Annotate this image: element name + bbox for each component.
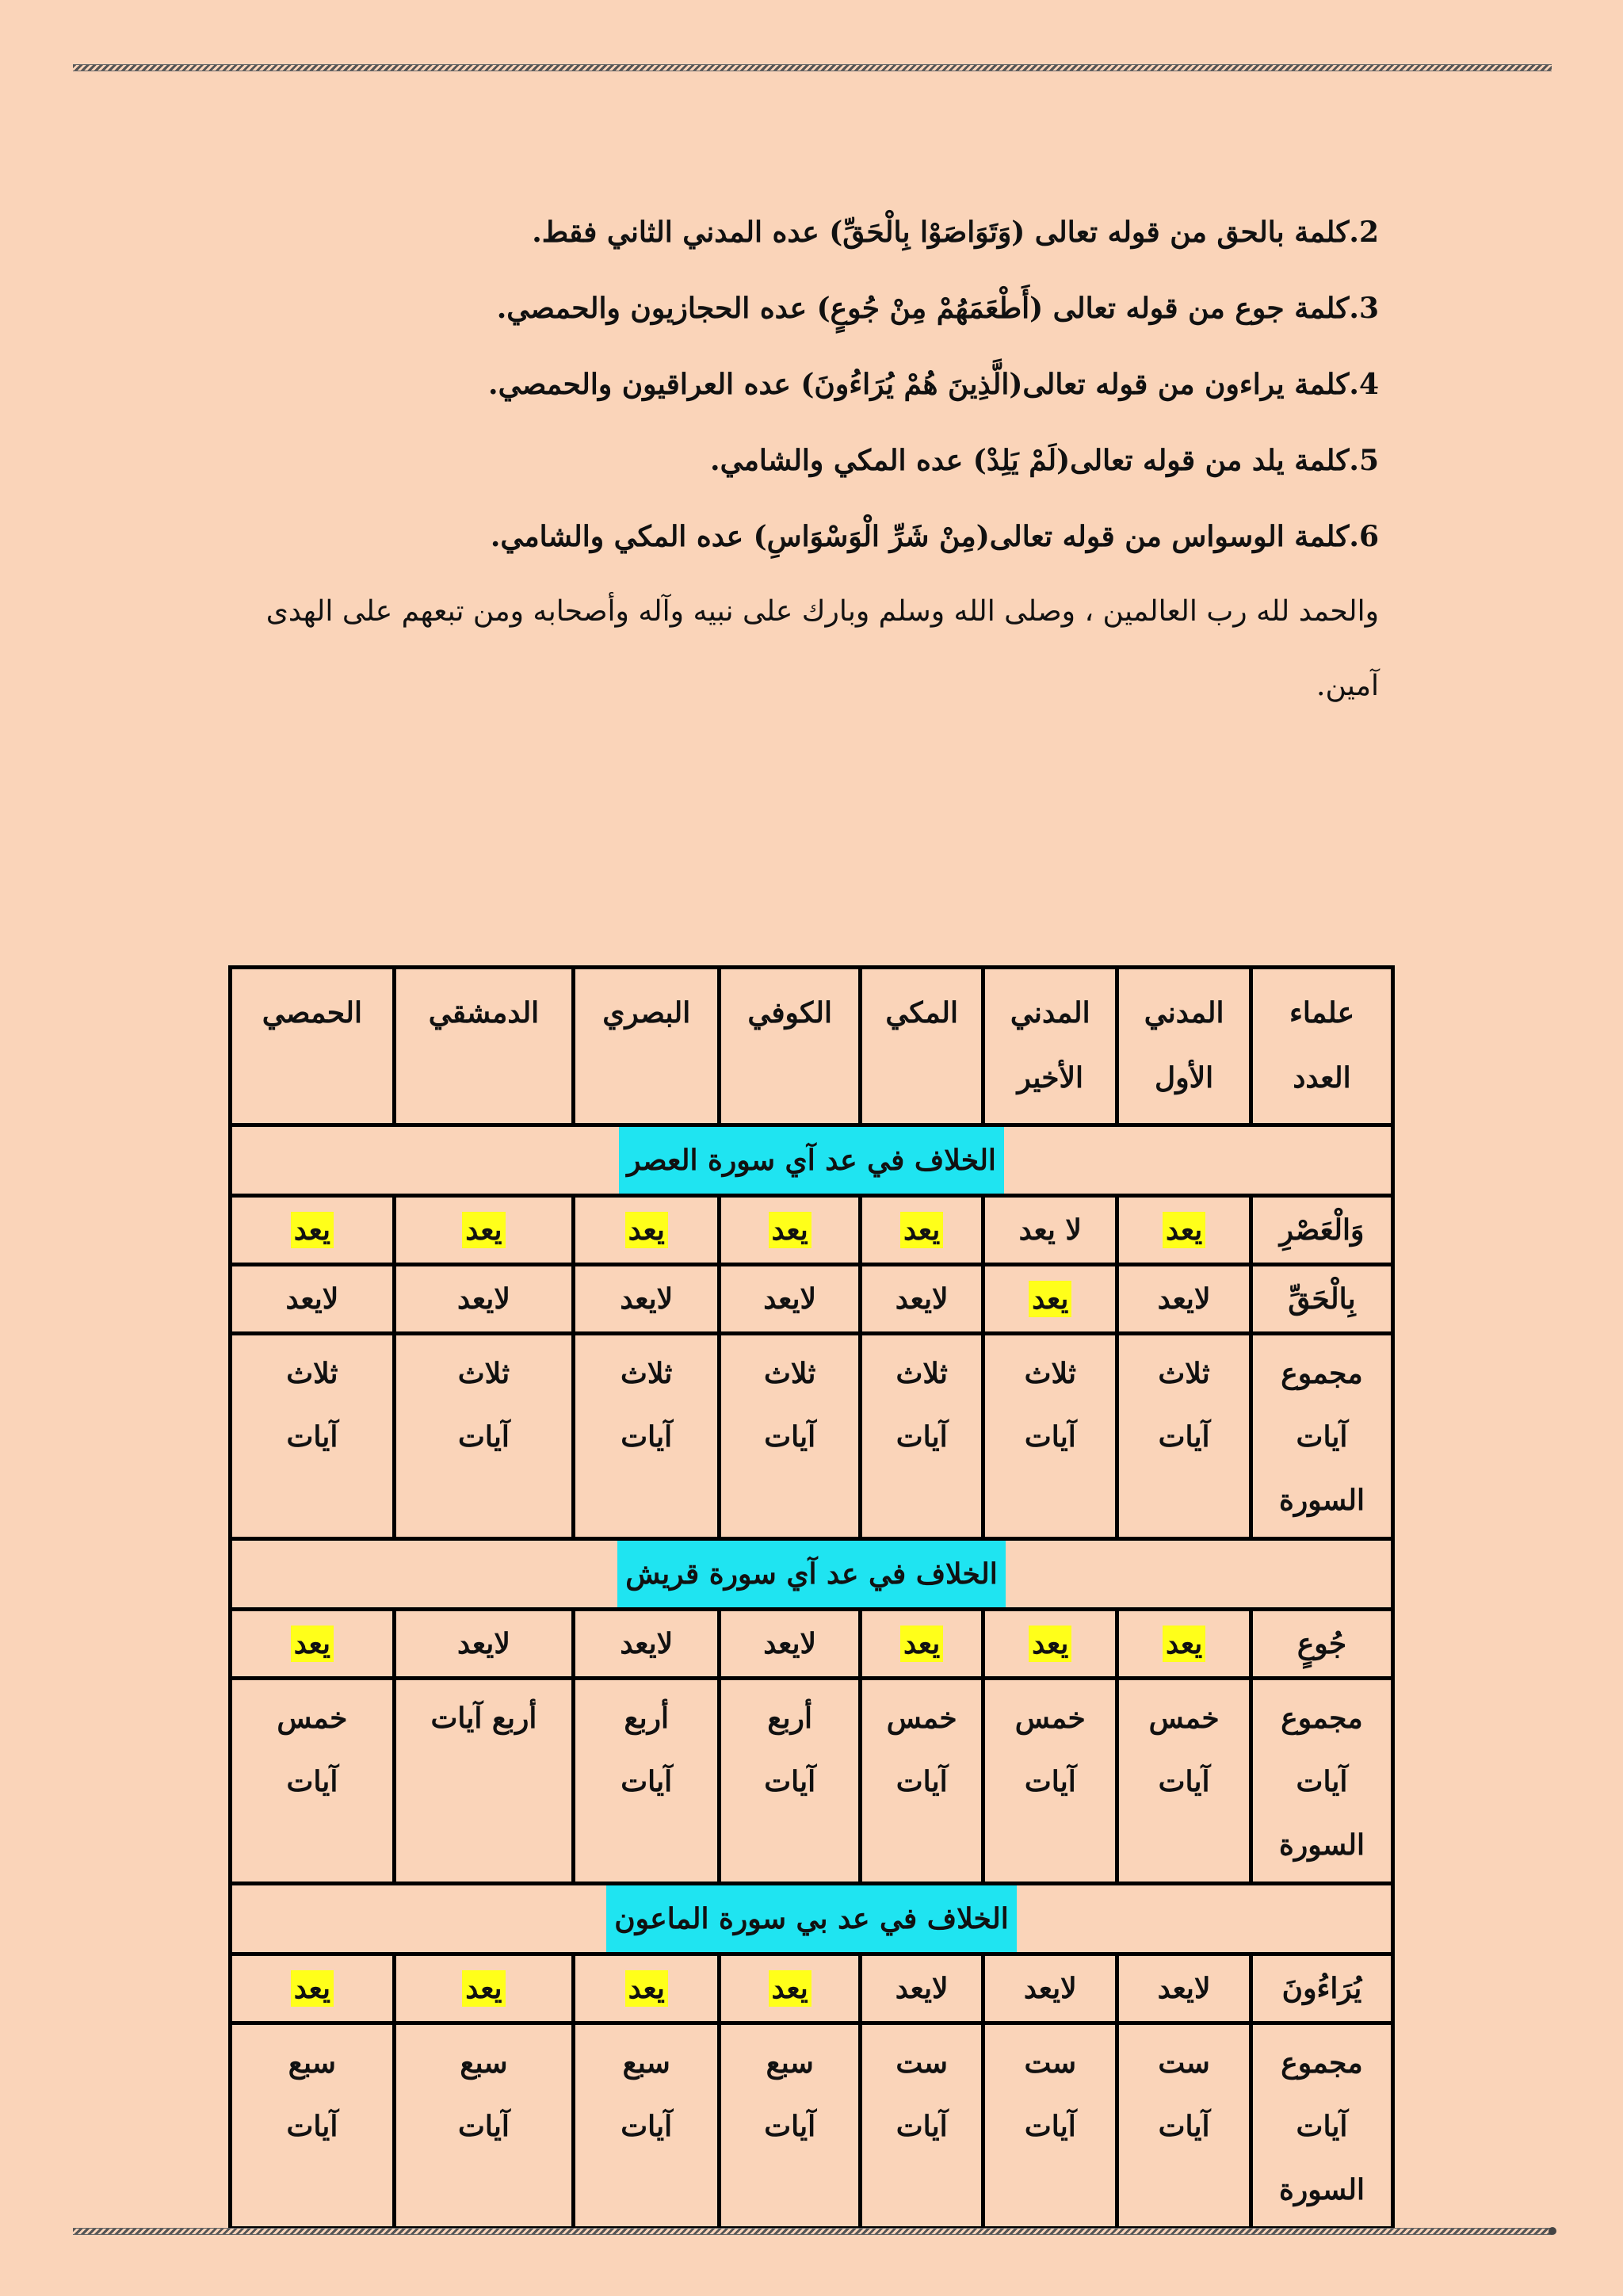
- cell: سبع آيات: [574, 2023, 720, 2229]
- count-value: يعد: [625, 1970, 668, 2007]
- table-row: [231, 1196, 1393, 1265]
- cell: [983, 1265, 1117, 1334]
- note-2: 2.كلمة بالحق من قوله تعالى (وَتَوَاصَوْا بِالْحَقِّ) عده المدني الثاني فقط.: [532, 216, 1379, 249]
- row-label: بِالْحَقِّ: [1251, 1265, 1393, 1334]
- header-col: المدني الأخير: [983, 968, 1117, 1125]
- section-title-row: [231, 1884, 1393, 1954]
- cell: [1117, 1265, 1251, 1334]
- cell: خمس آيات: [983, 1679, 1117, 1884]
- table-header-row: [231, 968, 1393, 1125]
- count-value: يعد: [462, 1970, 505, 2007]
- cell: [720, 1954, 861, 2023]
- cell: [861, 1196, 983, 1265]
- cell: [983, 1954, 1117, 2023]
- count-value: لايعد: [457, 1282, 510, 1316]
- cell: سبع آيات: [720, 2023, 861, 2229]
- cell: سبع آيات: [231, 2023, 395, 2229]
- cell: ثلاث آيات: [574, 1334, 720, 1539]
- cell: ست آيات: [861, 2023, 983, 2229]
- count-value: لايعد: [895, 1972, 949, 2005]
- count-value: يعد: [1029, 1626, 1071, 1662]
- cell: خمس آيات: [231, 1679, 395, 1884]
- closing-line: والحمد لله رب العالمين ، وصلى الله وسلم وبارك على نبيه وآله وأصحابه ومن تبعهم على الهدى: [265, 595, 1379, 628]
- count-value: يعد: [1163, 1212, 1205, 1248]
- cell: أربع آيات: [394, 1679, 573, 1884]
- row-label: يُرَاءُونَ: [1251, 1954, 1393, 2023]
- cell: ثلاث آيات: [394, 1334, 573, 1539]
- count-value: لايعد: [763, 1282, 817, 1316]
- count-value: يعد: [291, 1970, 334, 2007]
- note-5: 5.كلمة يلد من قوله تعالى(لَمْ يَلِدْ) عده المكي والشامي.: [710, 444, 1379, 477]
- table-row: [231, 1265, 1393, 1334]
- cell: [574, 1196, 720, 1265]
- cell: خمس آيات: [861, 1679, 983, 1884]
- count-value: يعد: [769, 1212, 812, 1248]
- cell: [983, 1196, 1117, 1265]
- cell: [394, 1610, 573, 1679]
- section-title: الخلاف في عد بي سورة الماعون: [606, 1885, 1017, 1952]
- count-value: لايعد: [1157, 1282, 1211, 1316]
- count-value: يعد: [625, 1212, 668, 1248]
- cell: [861, 1610, 983, 1679]
- note-3: 3.كلمة جوع من قوله تعالى (أَطْعَمَهُمْ مِنْ جُوعٍ) عده الحجازيون والحمصي.: [496, 292, 1379, 325]
- count-value: لايعد: [895, 1282, 949, 1316]
- header-col: الدمشقي: [394, 968, 573, 1125]
- cell: ثلاث آيات: [720, 1334, 861, 1539]
- cell: [394, 1954, 573, 2023]
- cell: أربع آيات: [720, 1679, 861, 1884]
- cell: [574, 1265, 720, 1334]
- row-label: مجموع آيات السورة: [1251, 2023, 1393, 2229]
- cell: [231, 1196, 395, 1265]
- cell: [1117, 1196, 1251, 1265]
- table-row: [231, 1679, 1393, 1884]
- count-value: لايعد: [620, 1282, 674, 1316]
- header-col: المدني الأول: [1117, 968, 1251, 1125]
- cell: ثلاث آيات: [983, 1334, 1117, 1539]
- cell: [720, 1265, 861, 1334]
- closing-amen: آمين.: [1316, 670, 1379, 702]
- cell: ست آيات: [983, 2023, 1117, 2229]
- table-row: [231, 2023, 1393, 2229]
- cell: [720, 1196, 861, 1265]
- row-label: مجموع آيات السورة: [1251, 1334, 1393, 1539]
- cell: [574, 1610, 720, 1679]
- cell: ست آيات: [1117, 2023, 1251, 2229]
- cell: [231, 1954, 395, 2023]
- header-col: المكي: [861, 968, 983, 1125]
- count-value: يعد: [1163, 1626, 1205, 1662]
- count-value: لايعد: [763, 1627, 817, 1660]
- cell: [861, 1954, 983, 2023]
- cell: [394, 1196, 573, 1265]
- cell: ثلاث آيات: [231, 1334, 395, 1539]
- rule-end-dot: [1549, 2227, 1556, 2235]
- header-col: البصري: [574, 968, 720, 1125]
- top-decorative-rule: [73, 64, 1552, 71]
- count-value: يعد: [900, 1212, 943, 1248]
- note-4: 4.كلمة يراءون من قوله تعالى(الَّذِينَ هُمْ يُرَاءُونَ) عده العراقيون والحمصي.: [488, 368, 1379, 401]
- cell: [231, 1610, 395, 1679]
- cell: أربع آيات: [574, 1679, 720, 1884]
- cell: ثلاث آيات: [861, 1334, 983, 1539]
- header-col: الكوفي: [720, 968, 861, 1125]
- section-title: الخلاف في عد آي سورة العصر: [619, 1127, 1004, 1194]
- count-value: يعد: [291, 1626, 334, 1662]
- cell: [574, 1954, 720, 2023]
- notes-block: [246, 194, 1379, 724]
- cell: [1117, 1610, 1251, 1679]
- note-6: 6.كلمة الوسواس من قوله تعالى(مِنْ شَرِّ الْوَسْوَاسِ) عده المكي والشامي.: [490, 520, 1379, 553]
- cell: [394, 1265, 573, 1334]
- header-col: الحمصي: [231, 968, 395, 1125]
- count-value: لايعد: [457, 1627, 510, 1660]
- cell: [861, 1265, 983, 1334]
- count-value: يعد: [1029, 1281, 1071, 1317]
- verse-count-table: [228, 965, 1395, 2230]
- table-row: [231, 1610, 1393, 1679]
- section-title: الخلاف في عد آي سورة قريش: [617, 1541, 1005, 1607]
- table-row: [231, 1954, 1393, 2023]
- count-value: يعد: [291, 1212, 334, 1248]
- count-value: لا يعد: [1018, 1213, 1082, 1247]
- count-value: لايعد: [620, 1627, 674, 1660]
- header-label-cell: علماء العدد: [1251, 968, 1393, 1125]
- cell: [231, 1265, 395, 1334]
- count-value: لايعد: [1157, 1972, 1211, 2005]
- cell: ثلاث آيات: [1117, 1334, 1251, 1539]
- section-title-row: [231, 1125, 1393, 1196]
- bottom-decorative-rule: [73, 2228, 1552, 2235]
- row-label: مجموع آيات السورة: [1251, 1679, 1393, 1884]
- table-row: [231, 1334, 1393, 1539]
- count-value: لايعد: [1023, 1972, 1077, 2005]
- row-label: جُوعٍ: [1251, 1610, 1393, 1679]
- section-title-row: [231, 1539, 1393, 1610]
- cell: [1117, 1954, 1251, 2023]
- cell: سبع آيات: [394, 2023, 573, 2229]
- count-value: يعد: [769, 1970, 812, 2007]
- cell: [983, 1610, 1117, 1679]
- cell: خمس آيات: [1117, 1679, 1251, 1884]
- row-label: وَالْعَصْرِ: [1251, 1196, 1393, 1265]
- count-value: لايعد: [285, 1282, 339, 1316]
- cell: [720, 1610, 861, 1679]
- count-value: يعد: [900, 1626, 943, 1662]
- count-value: يعد: [462, 1212, 505, 1248]
